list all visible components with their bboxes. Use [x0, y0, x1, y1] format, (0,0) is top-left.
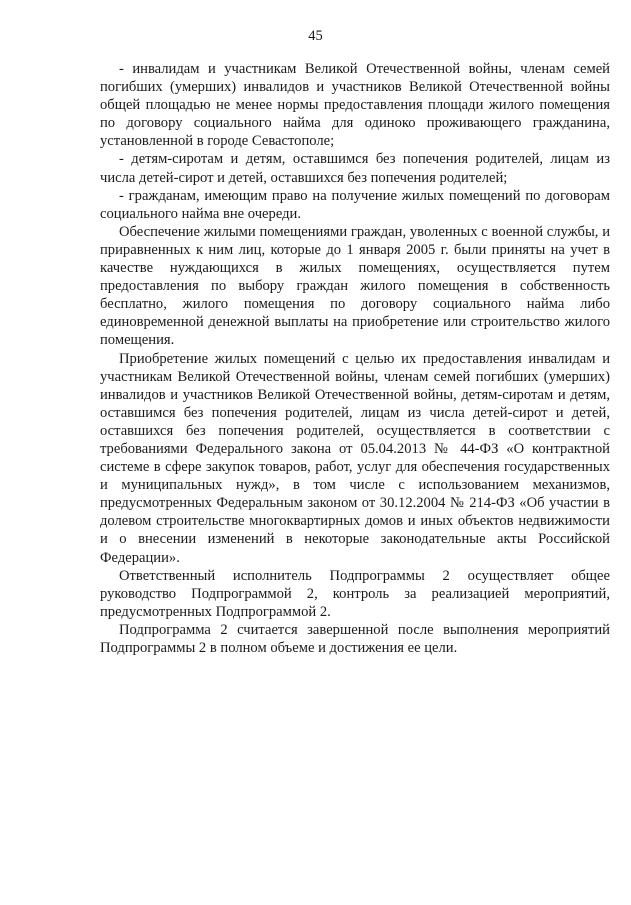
paragraph-military-housing: Обеспечение жилыми помещениями граждан, уволенных с военной службы, и приравненных к ним лиц, которые до 1 января 2005 г. были приняты на учет в качестве нуждающихся в жилых помещениях, осуществляется путем предоставления по выбору граждан жилого помещения в собственность бесплатно, жилого помещения по договору социального найма либо единовременной денежной выплаты на приобретение или строительство жилого помещения.: [100, 223, 610, 349]
paragraph-completion: Подпрограмма 2 считается завершенной после выполнения мероприятий Подпрограммы 2 в полном объеме и достижения ее цели.: [100, 621, 610, 656]
document-body: [100, 60, 610, 657]
paragraph-housing-acquisition: Приобретение жилых помещений с целью их предоставления инвалидам и участникам Великой Отечественной войны, членам семей погибших (умерших) инвалидов и участников Великой Отечественной войны, детям-сиротам и детям, оставшимся без попечения родителей, лицам из числа детей-сирот и детей, оставшихся без попечения родителей, осуществляется в соответствии с требованиями Федерального закона от 05.04.2013 № 44-ФЗ «О контрактной системе в сфере закупок товаров, работ, услуг для обеспечения государственных и муниципальных нужд», в том числе с использованием механизмов, предусмотренных Федеральным законом от 30.12.2004 № 214-ФЗ «Об участии в долевом строительстве многоквартирных домов и иных объектов недвижимости и о внесении изменений в некоторые законодательные акты Российской Федерации».: [100, 350, 610, 566]
page-number: 45: [308, 28, 323, 44]
paragraph-responsible-executor: Ответственный исполнитель Подпрограммы 2 осуществляет общее руководство Подпрограммой 2, контроль за реализацией мероприятий, предусмотренных Подпрограммой 2.: [100, 567, 610, 620]
paragraph-list-item-orphans: - детям-сиротам и детям, оставшимся без попечения родителей, лицам из числа детей-сирот и детей, оставшихся без попечения родителей;: [100, 151, 610, 186]
paragraph-list-item-priority-citizens: - гражданам, имеющим право на получение жилых помещений по договорам социального найма вне очереди.: [100, 187, 610, 222]
paragraph-list-item-veterans: - инвалидам и участникам Великой Отечественной войны, членам семей погибших (умерших) инвалидов и участников Великой Отечественной войны общей площадью не менее нормы предоставления площади жилого помещения по договору социального найма для одиноко проживающего гражданина, установленной в городе Севастополе;: [100, 61, 610, 150]
